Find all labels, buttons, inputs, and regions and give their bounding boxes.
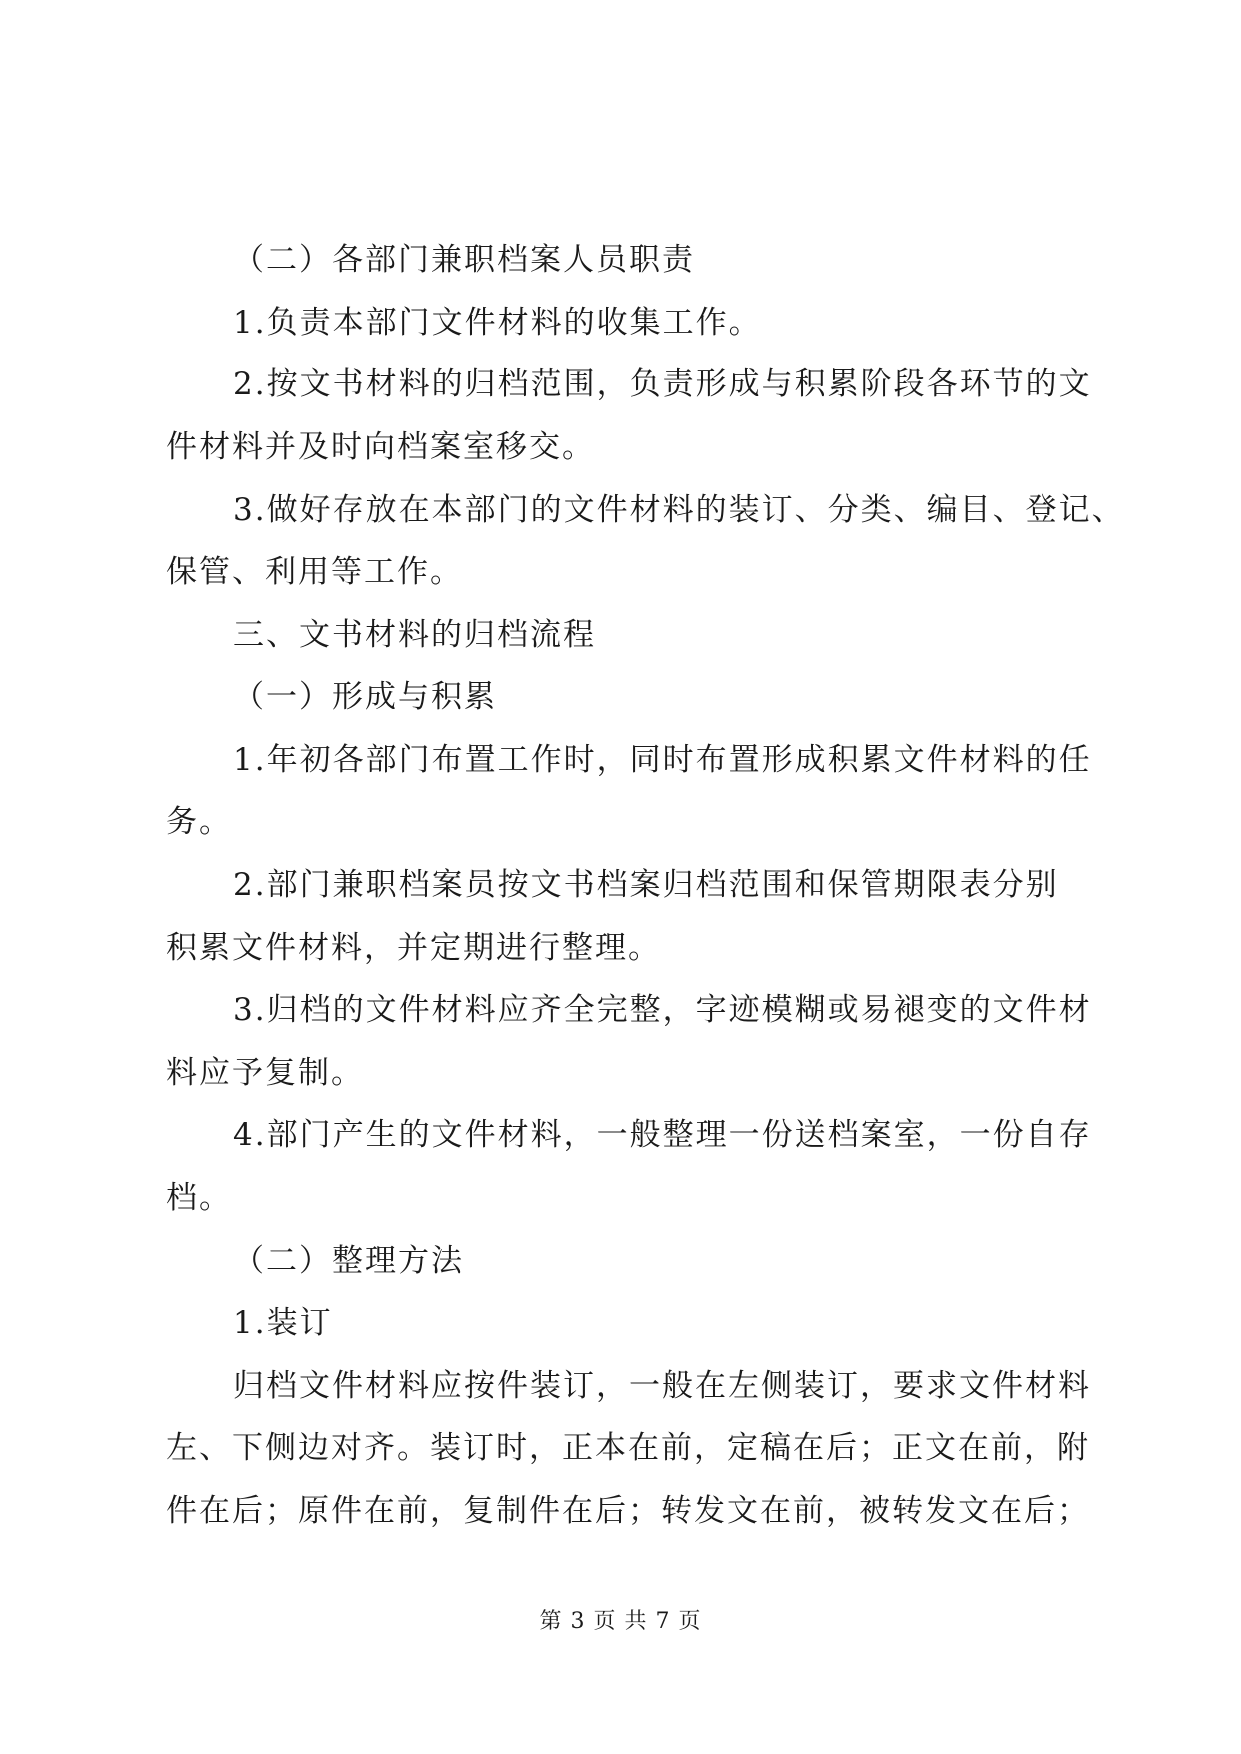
paragraph-line: 积累文件材料，并定期进行整理。: [166, 930, 661, 966]
paragraph-line: 档。: [166, 1180, 232, 1216]
paragraph-line: 3.做好存放在本部门的文件材料的装订、分类、编目、登记、: [233, 492, 1125, 528]
paragraph-line: 2.按文书材料的归档范围，负责形成与积累阶段各环节的文: [233, 366, 1092, 402]
paragraph-line: 4.部门产生的文件材料，一般整理一份送档案室，一份自存: [233, 1117, 1092, 1153]
paragraph-line: 料应予复制。: [166, 1055, 364, 1091]
paragraph-line: 1.负责本部门文件材料的收集工作。: [233, 305, 762, 341]
paragraph-line: 1.年初各部门布置工作时，同时布置形成积累文件材料的任: [233, 742, 1092, 778]
subheading-formation-accumulation: （一）形成与积累: [233, 679, 497, 715]
paragraph-line: 2.部门兼职档案员按文书档案归档范围和保管期限表分别: [233, 867, 1059, 903]
item-binding: 1.装订: [233, 1305, 333, 1341]
page-number-footer: 第 3 页 共 7 页: [539, 1609, 702, 1634]
subheading-organizing-method: （二）整理方法: [233, 1243, 464, 1279]
paragraph-line: 3.归档的文件材料应齐全完整，字迹模糊或易褪变的文件材: [233, 992, 1092, 1028]
paragraph-line: 件材料并及时向档案室移交。: [166, 429, 595, 465]
paragraph-line: 务。: [166, 804, 232, 840]
subheading-part-time-archivist-duties: （二）各部门兼职档案人员职责: [233, 242, 695, 278]
paragraph-line: 归档文件材料应按件装订，一般在左侧装订，要求文件材料: [233, 1368, 1091, 1404]
paragraph-line: 件在后；原件在前，复制件在后；转发文在前，被转发文在后；: [166, 1493, 1090, 1529]
paragraph-line: 保管、利用等工作。: [166, 554, 463, 590]
section-heading-filing-process: 三、文书材料的归档流程: [233, 617, 596, 653]
paragraph-line: 左、下侧边对齐。装订时，正本在前，定稿在后；正文在前，附: [166, 1430, 1090, 1466]
